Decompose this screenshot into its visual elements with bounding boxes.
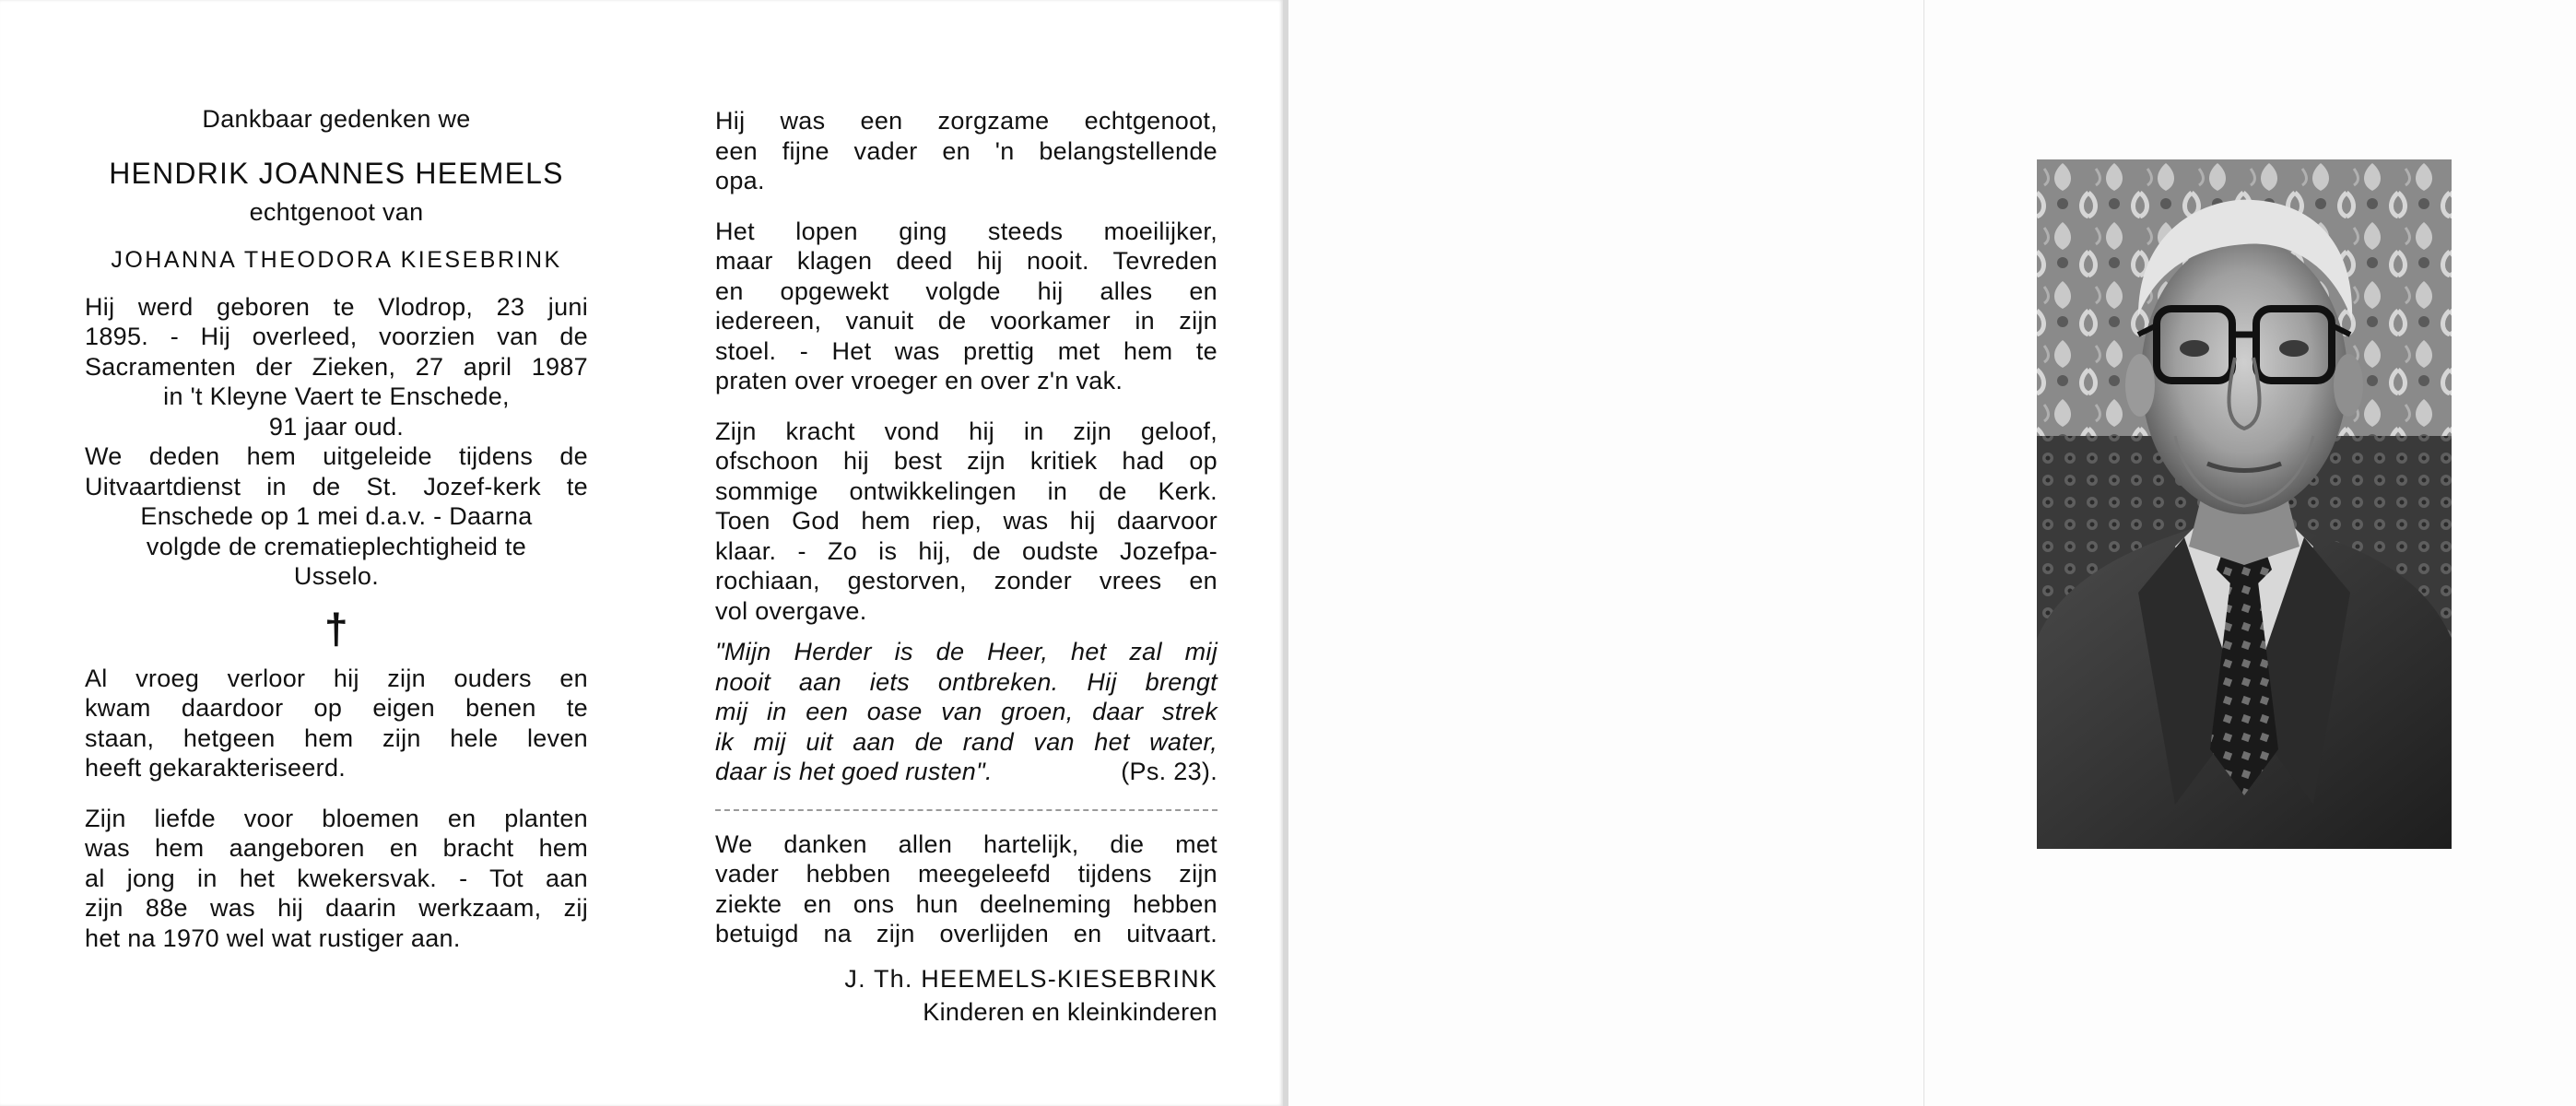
career-paragraph: Zijn liefde voor bloemen en planten was hem aangeboren en bracht hem al jong in het kwekersvak. - Tot aan zijn 88e was hij daarin werkzaam, zij het na 1970 wel wat rustiger aan.	[85, 804, 588, 952]
left-text-column	[85, 0, 588, 953]
funeral-paragraph: We deden hem uitgeleide tijdens de Uitvaartdienst in de St. Jozef-kerk te Enschede op 1 mei d.a.v. - Daarna volgde de crematieplechtigheid te Usselo.	[85, 442, 588, 590]
left-card-page	[0, 0, 1283, 1106]
divider	[715, 809, 1217, 811]
signature-children: Kinderen en kleinkinderen	[923, 998, 1217, 1026]
card-fold	[1923, 0, 1924, 1106]
character-paragraph: Hij was een zorgzame echtgenoot, een fijne vader en 'n belangstellende opa.	[715, 107, 1217, 194]
birth-death-paragraph: Hij werd geboren te Vlodrop, 23 juni 1895. - Hij overleed, voorzien van de Sacramenten der Zieken, 27 april 1987 in 't Kleyne Vaert te Enschede, 91 jaar oud.	[85, 292, 588, 441]
portrait-photo	[2037, 159, 2452, 849]
psalm-quote: "Mijn Herder is de Heer, het zal mij nooit aan iets ontbreken. Hij brengt mij in een oase van groen, daar strek ik mij uit aan de rand van het water, daar is het goed rusten". (Ps. 23).	[715, 638, 1217, 785]
cross-icon: †	[324, 604, 348, 653]
relation-text: echtgenoot van	[249, 197, 424, 226]
eye-left	[2180, 340, 2209, 357]
faith-paragraph: Zijn kracht vond hij in zijn geloof, ofschoon hij best zijn kritiek had op sommige ontwikkelingen in de Kerk. Toen God hem riep, was hij daarvoor klaar. - Zo is hij, de oudste Jozefpa- rochiaan, gestorven, zonder vrees en vol overgave.	[715, 417, 1217, 625]
quote-last-line: daar is het goed rusten".	[715, 758, 993, 785]
later-years-paragraph: Het lopen ging steeds moeilijker, maar klagen deed hij nooit. Tevreden en opgewekt volgde hij alles en iedereen, vanuit de voorkamer in zijn stoel. - Het was prettig met hem te praten over vroeger en over z'n vak.	[715, 217, 1217, 394]
right-text-column	[715, 0, 1217, 1028]
portrait-illustration	[2037, 159, 2452, 849]
ear-left	[2125, 354, 2155, 417]
thanks-paragraph: We danken allen hartelijk, die met vader hebben meegeleefd tijdens zijn ziekte en ons hun deelneming hebben betuigd na zijn overlijden en uitvaart.	[715, 830, 1217, 947]
spouse-name: JOHANNA THEODORA KIESEBRINK	[111, 247, 562, 273]
signature-family: J. Th. HEEMELS-KIESEBRINK	[844, 964, 1217, 993]
psalm-reference: (Ps. 23).	[1121, 758, 1217, 785]
early-life-paragraph: Al vroeg verloor hij zijn ouders en kwam daardoor op eigen benen te staan, hetgeen hem zijn hele leven heeft gekarakteriseerd.	[85, 664, 588, 782]
eye-right	[2279, 340, 2309, 357]
intro-text: Dankbaar gedenken we	[202, 105, 471, 133]
ear-right	[2334, 354, 2363, 417]
deceased-name: HENDRIK JOANNES HEEMELS	[109, 156, 564, 190]
